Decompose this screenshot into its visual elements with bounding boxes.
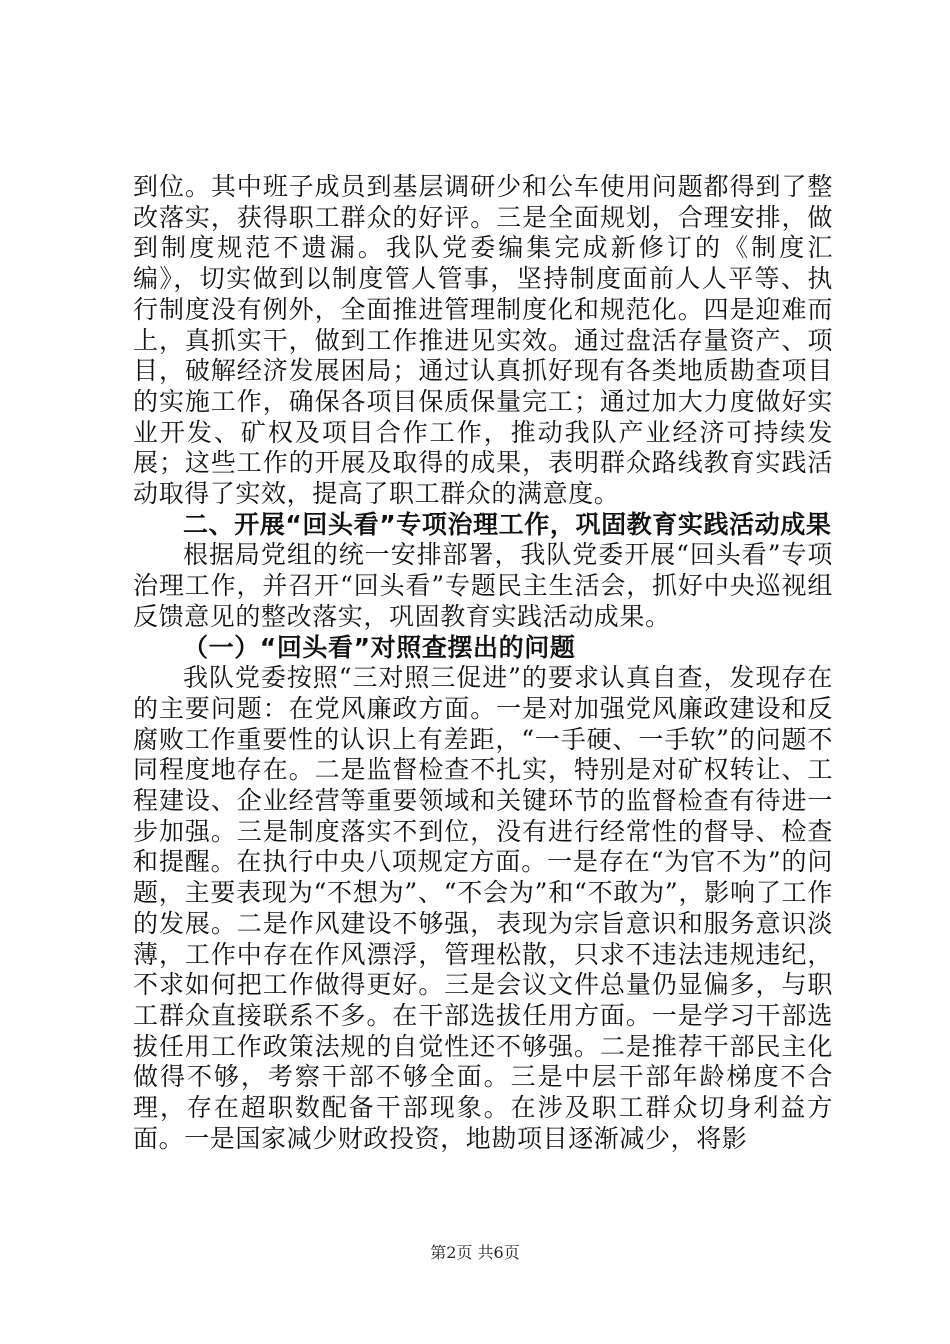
page-number-footer: 第2页 共6页	[430, 1243, 520, 1262]
document-body	[133, 172, 833, 1155]
section-heading: 二、开展“回头看”专项治理工作，巩固教育实践活动成果	[183, 509, 832, 539]
body-paragraph: 到位。其中班子成员到基层调研少和公车使用问题都得到了整改落实，获得职工群众的好评。三是全面规划，合理安排，做到制度规范不遗漏。我队党委编集完成新修订的《制度汇编》，切实做到以制度管人管事，坚持制度面前人人平等、执行制度没有例外，全面推进管理制度化和规范化。四是迎难而上，真抓实干，做到工作推进见实效。通过盘活存量资产、项目，破解经济发展困局；通过认真抓好现有各类地质勘查项目的实施工作，确保各项目保质保量完工；通过加大力度做好实业开发、矿权及项目合作工作，推动我队产业经济可持续发展；这些工作的开展及取得的成果，表明群众路线教育实践活动取得了实效，提高了职工群众的满意度。	[133, 172, 833, 509]
body-paragraph: 根据局党组的统一安排部署，我队党委开展“回头看”专项治理工作，并召开“回头看”专题民主生活会，抓好中央巡视组反馈意见的整改落实，巩固教育实践活动成果。	[133, 540, 833, 631]
subsection-heading: （一）“回头看”对照查摆出的问题	[183, 632, 576, 662]
body-paragraph: 我队党委按照“三对照三促进”的要求认真自查，发现存在的主要问题：在党风廉政方面。一是对加强党风廉政建设和反腐败工作重要性的认识上有差距，“一手硬、一手软”的问题不同程度地存在。二是监督检查不扎实，特别是对矿权转让、工程建设、企业经营等重要领域和关键环节的监督检查有待进一步加强。三是制度落实不到位，没有进行经常性的督导、检查和提醒。在执行中央八项规定方面。一是存在“为官不为”的问题，主要表现为“不想为”、“不会为”和“不敢为”，影响了工作的发展。二是作风建设不够强，表现为宗旨意识和服务意识淡薄，工作中存在作风漂浮，管理松散，只求不违法违规违纪，不求如何把工作做得更好。三是会议文件总量仍显偏多，与职工群众直接联系不多。在干部选拔任用方面。一是学习干部选拔任用工作政策法规的自觉性还不够强。二是推荐干部民主化做得不够，考察干部不够全面。三是中层干部年龄梯度不合理，存在超职数配备干部现象。在涉及职工群众切身利益方面。一是国家减少财政投资，地勘项目逐渐减少，将影	[133, 663, 833, 1153]
